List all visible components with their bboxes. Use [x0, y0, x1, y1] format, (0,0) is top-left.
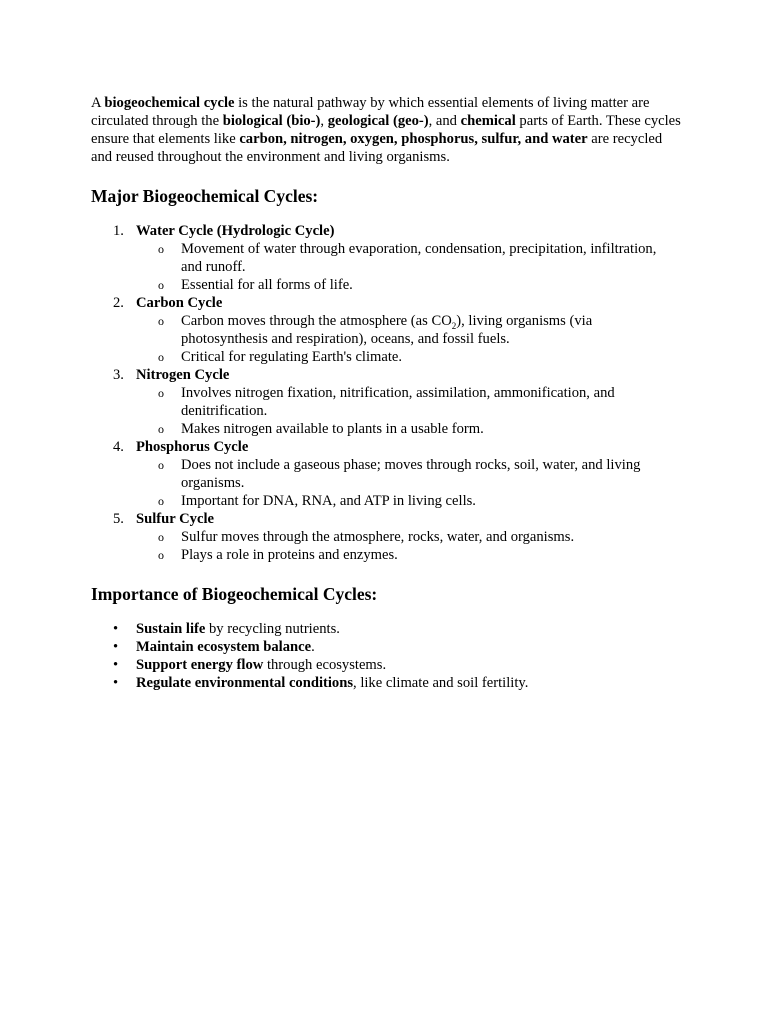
- importance-text: by recycling nutrients.: [205, 621, 340, 637]
- importance-list: [91, 620, 681, 692]
- list-item: [136, 492, 681, 510]
- list-item: [136, 276, 681, 294]
- cycle-item-carbon: [91, 294, 681, 366]
- bullet-marker: •: [113, 657, 119, 673]
- sub-bullet-marker: o: [158, 548, 164, 562]
- point-text: Involves nitrogen fixation, nitrification, assimilation, ammonification, and denitrification.: [181, 385, 615, 419]
- point-text: Makes nitrogen available to plants in a usable form.: [181, 421, 484, 437]
- intro-text: , and: [428, 113, 461, 129]
- sub-bullet-marker: o: [158, 386, 164, 400]
- sub-bullet-marker: o: [158, 494, 164, 508]
- intro-text: ,: [320, 113, 328, 129]
- list-number: 4.: [113, 439, 124, 455]
- subscript: 2: [451, 320, 457, 331]
- cycle-title: Carbon Cycle: [136, 295, 223, 311]
- point-text: Essential for all forms of life.: [181, 277, 353, 293]
- importance-term: Maintain ecosystem balance: [136, 639, 312, 655]
- importance-text: , like climate and soil fertility.: [353, 675, 529, 691]
- list-item: [91, 620, 681, 638]
- point-text: Carbon moves through the atmosphere (as CO: [181, 313, 452, 329]
- cycle-title: Sulfur Cycle: [136, 511, 214, 527]
- intro-text: is the natural pathway by which essential elements of living matter are circulated through the: [91, 95, 650, 129]
- list-item: [136, 384, 681, 420]
- intro-text: parts of Earth. These cycles ensure that elements like: [91, 113, 681, 147]
- sub-bullet-marker: o: [158, 314, 164, 328]
- cycle-points: [136, 528, 681, 564]
- point-text: Critical for regulating Earth's climate.: [181, 349, 403, 365]
- importance-term: Support energy flow: [136, 657, 264, 673]
- list-item: [136, 456, 681, 492]
- importance-term: Sustain life: [136, 621, 206, 637]
- intro-text: A: [91, 95, 105, 111]
- document-page: [91, 94, 681, 692]
- point-text: Important for DNA, RNA, and ATP in living cells.: [181, 493, 476, 509]
- point-text: Sulfur moves through the atmosphere, rocks, water, and organisms.: [181, 529, 575, 545]
- bullet-marker: •: [113, 639, 119, 655]
- cycle-item-sulfur: [91, 510, 681, 564]
- sub-bullet-marker: o: [158, 530, 164, 544]
- sub-bullet-marker: o: [158, 278, 164, 292]
- list-number: 2.: [113, 295, 124, 311]
- intro-bold-term: chemical: [460, 113, 516, 129]
- list-number: 1.: [113, 223, 124, 239]
- intro-bold-term: biological (bio-): [222, 113, 321, 129]
- major-cycles-list: [91, 222, 681, 564]
- list-item: [136, 240, 681, 276]
- importance-term: Regulate environmental conditions: [136, 675, 354, 691]
- major-cycles-heading: Major Biogeochemical Cycles:: [91, 186, 319, 206]
- list-item: [136, 312, 681, 348]
- cycle-title: Phosphorus Cycle: [136, 439, 249, 455]
- intro-bold-term: carbon, nitrogen, oxygen, phosphorus, sulfur, and water: [239, 131, 588, 147]
- intro-bold-term: biogeochemical cycle: [104, 95, 235, 111]
- bullet-marker: •: [113, 621, 119, 637]
- sub-bullet-marker: o: [158, 458, 164, 472]
- list-number: 5.: [113, 511, 124, 527]
- point-text: Does not include a gaseous phase; moves through rocks, soil, water, and living organisms.: [181, 457, 641, 491]
- sub-bullet-marker: o: [158, 242, 164, 256]
- cycle-title: Water Cycle (Hydrologic Cycle): [136, 223, 335, 239]
- cycle-item-nitrogen: [91, 366, 681, 438]
- cycle-title: Nitrogen Cycle: [136, 367, 230, 383]
- importance-text: through ecosystems.: [263, 657, 387, 673]
- intro-paragraph: [91, 94, 681, 166]
- point-text: ), living organisms (via photosynthesis and respiration), oceans, and fossil fuels.: [181, 313, 593, 347]
- importance-text: .: [311, 639, 315, 655]
- list-item: [136, 528, 681, 546]
- list-item: [136, 420, 681, 438]
- cycle-points: [136, 384, 681, 438]
- cycle-points: [136, 240, 681, 294]
- point-text: Movement of water through evaporation, condensation, precipitation, infiltration, and runoff.: [181, 241, 657, 275]
- intro-bold-term: geological (geo-): [327, 113, 429, 129]
- list-item: [91, 674, 681, 692]
- list-item: [91, 656, 681, 674]
- cycle-item-water: [91, 222, 681, 294]
- intro-text: are recycled and reused throughout the environment and living organisms.: [91, 131, 663, 165]
- list-item: [91, 638, 681, 656]
- cycle-points: [136, 312, 681, 366]
- cycle-item-phosphorus: [91, 438, 681, 510]
- sub-bullet-marker: o: [158, 422, 164, 436]
- list-number: 3.: [113, 367, 124, 383]
- cycle-points: [136, 456, 681, 510]
- point-text: Plays a role in proteins and enzymes.: [181, 547, 398, 563]
- bullet-marker: •: [113, 675, 119, 691]
- sub-bullet-marker: o: [158, 350, 164, 364]
- list-item: [136, 348, 681, 366]
- list-item: [136, 546, 681, 564]
- importance-heading: Importance of Biogeochemical Cycles:: [91, 584, 378, 604]
